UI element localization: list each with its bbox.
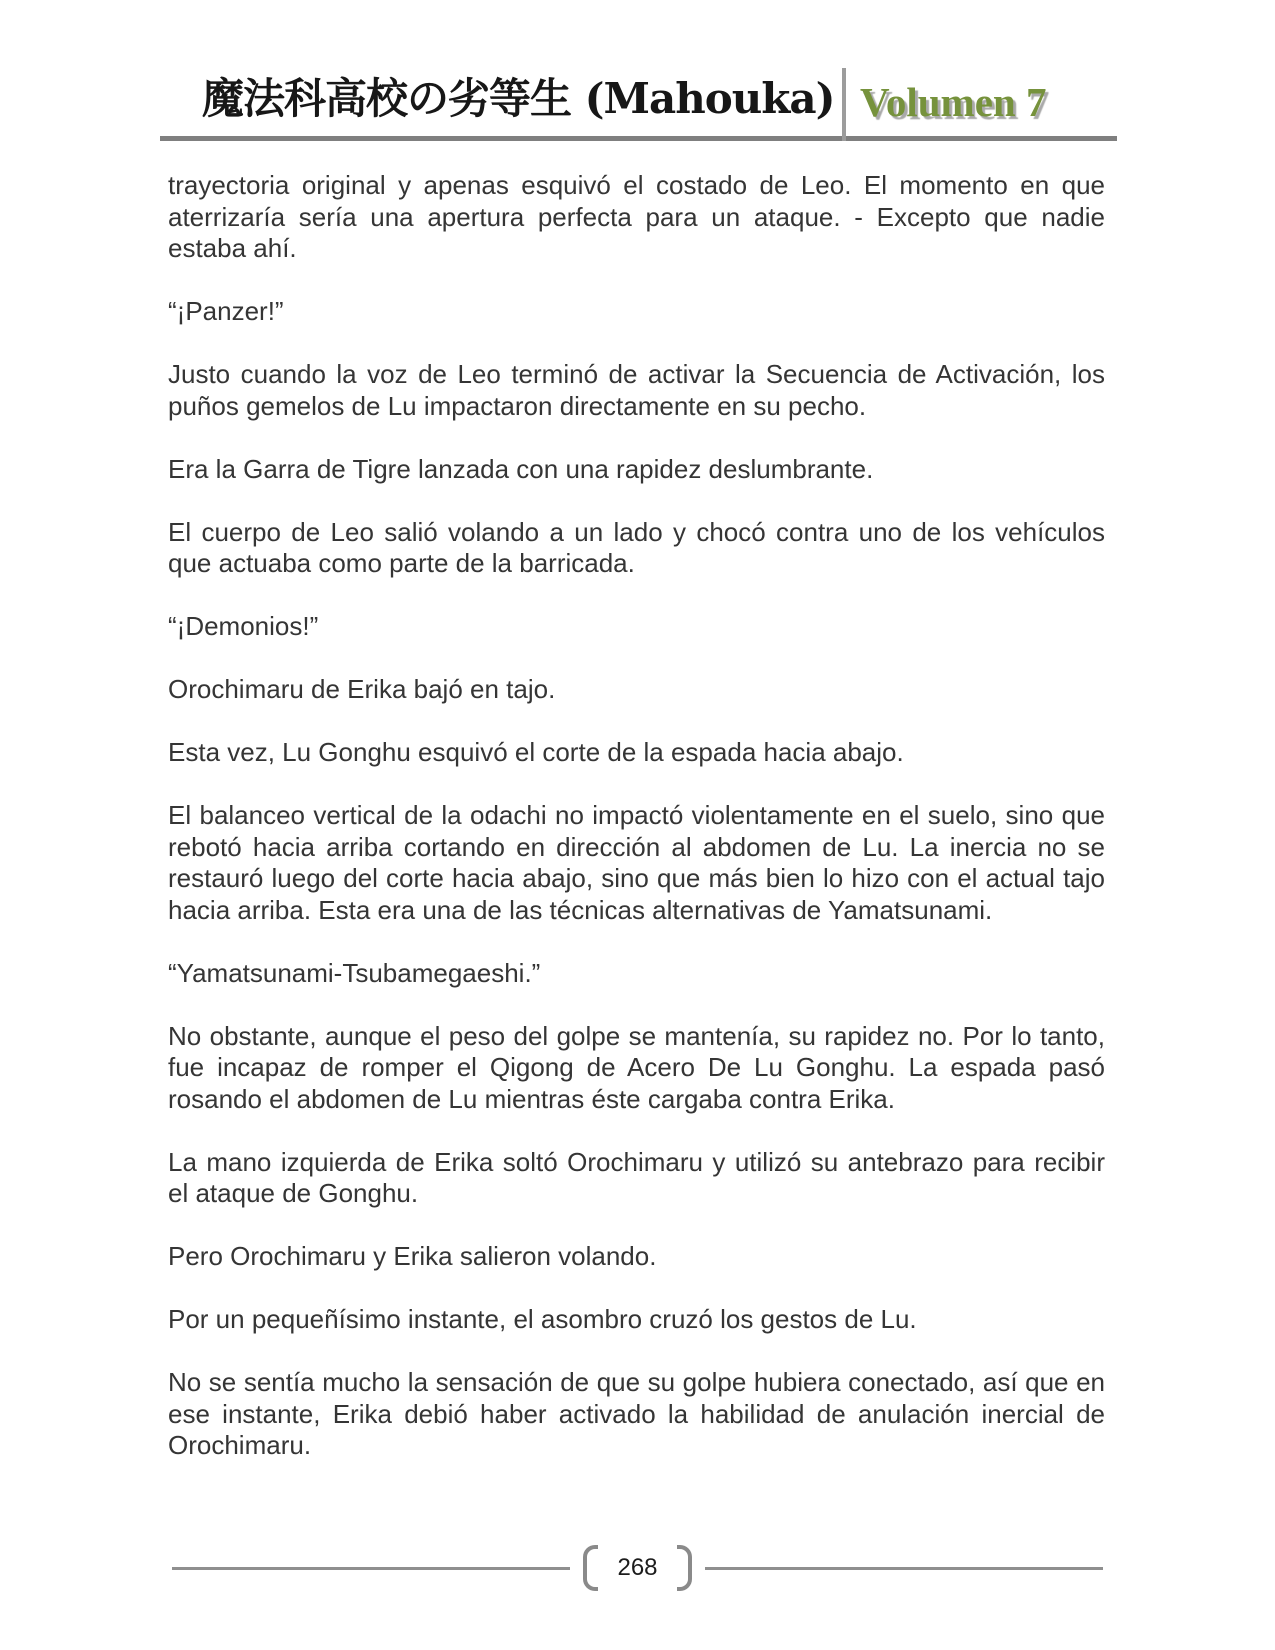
page-header xyxy=(160,0,1117,141)
page-body xyxy=(168,170,1105,1493)
paragraph-dialogue: “¡Panzer!” xyxy=(168,296,284,326)
paragraph: No obstante, aunque el peso del golpe se mantenía, su rapidez no. Por lo tanto, fue incapaz de romper el Qigong de Acero De Lu Gonghu. La espada pasó rosando el abdomen de Lu mientras éste cargaba contra Erika. xyxy=(168,1020,1105,1114)
paragraph: Esta vez, Lu Gonghu esquivó el corte de la espada hacia abajo. xyxy=(168,737,904,767)
paragraph: La mano izquierda de Erika soltó Orochimaru y utilizó su antebrazo para recibir el ataque de Gonghu. xyxy=(168,1146,1105,1208)
paragraph: Orochimaru de Erika bajó en tajo. xyxy=(168,674,556,704)
paragraph: No se sentía mucho la sensación de que su golpe hubiera conectado, así que en ese instante, Erika debió haber activado la habilidad de anulación inercial de Orochimaru. xyxy=(168,1367,1105,1460)
paragraph-dialogue: “Yamatsunami-Tsubamegaeshi.” xyxy=(168,957,541,988)
paragraph: El cuerpo de Leo salió volando a un lado y chocó contra uno de los vehículos que actuaba como parte de la barricada. xyxy=(168,516,1105,578)
book-title: 魔法科高校の劣等生 (Mahouka) xyxy=(202,74,835,123)
right-bracket-icon xyxy=(677,1545,692,1591)
page-number: 268 xyxy=(617,1554,658,1581)
footer-rule-left xyxy=(172,1567,570,1570)
volume-label: Volumen 7 xyxy=(860,79,1047,125)
footer-rule-right xyxy=(705,1567,1103,1570)
paragraph: Justo cuando la voz de Leo terminó de activar la Secuencia de Activación, los puños gemelos de Lu impactaron directamente en su pecho. xyxy=(168,359,1105,421)
paragraph: Pero Orochimaru y Erika salieron volando. xyxy=(168,1241,657,1271)
paragraph: Era la Garra de Tigre lanzada con una rapidez deslumbrante. xyxy=(168,453,874,484)
paragraph: Por un pequeñísimo instante, el asombro cruzó los gestos de Lu. xyxy=(168,1304,917,1334)
page-number-group xyxy=(583,1545,691,1591)
paragraph-dialogue: “¡Demonios!” xyxy=(168,611,319,641)
paragraph: El balanceo vertical de la odachi no impactó violentamente en el suelo, sino que rebotó hacia arriba cortando en dirección al abdomen de Lu. La inercia no se restauró luego del corte hacia abajo, sino que más bien lo hizo con el actual tajo hacia arriba. Esta era una de las técnicas alternativas de Yamatsunami. xyxy=(168,800,1105,925)
paragraph: trayectoria original y apenas esquivó el costado de Leo. El momento en que aterrizaría sería una apertura perfecta para un ataque. - Excepto que nadie estaba ahí. xyxy=(168,170,1105,263)
header-divider-bar xyxy=(842,68,846,141)
left-bracket-icon xyxy=(583,1545,598,1591)
page-footer xyxy=(172,1544,1103,1592)
